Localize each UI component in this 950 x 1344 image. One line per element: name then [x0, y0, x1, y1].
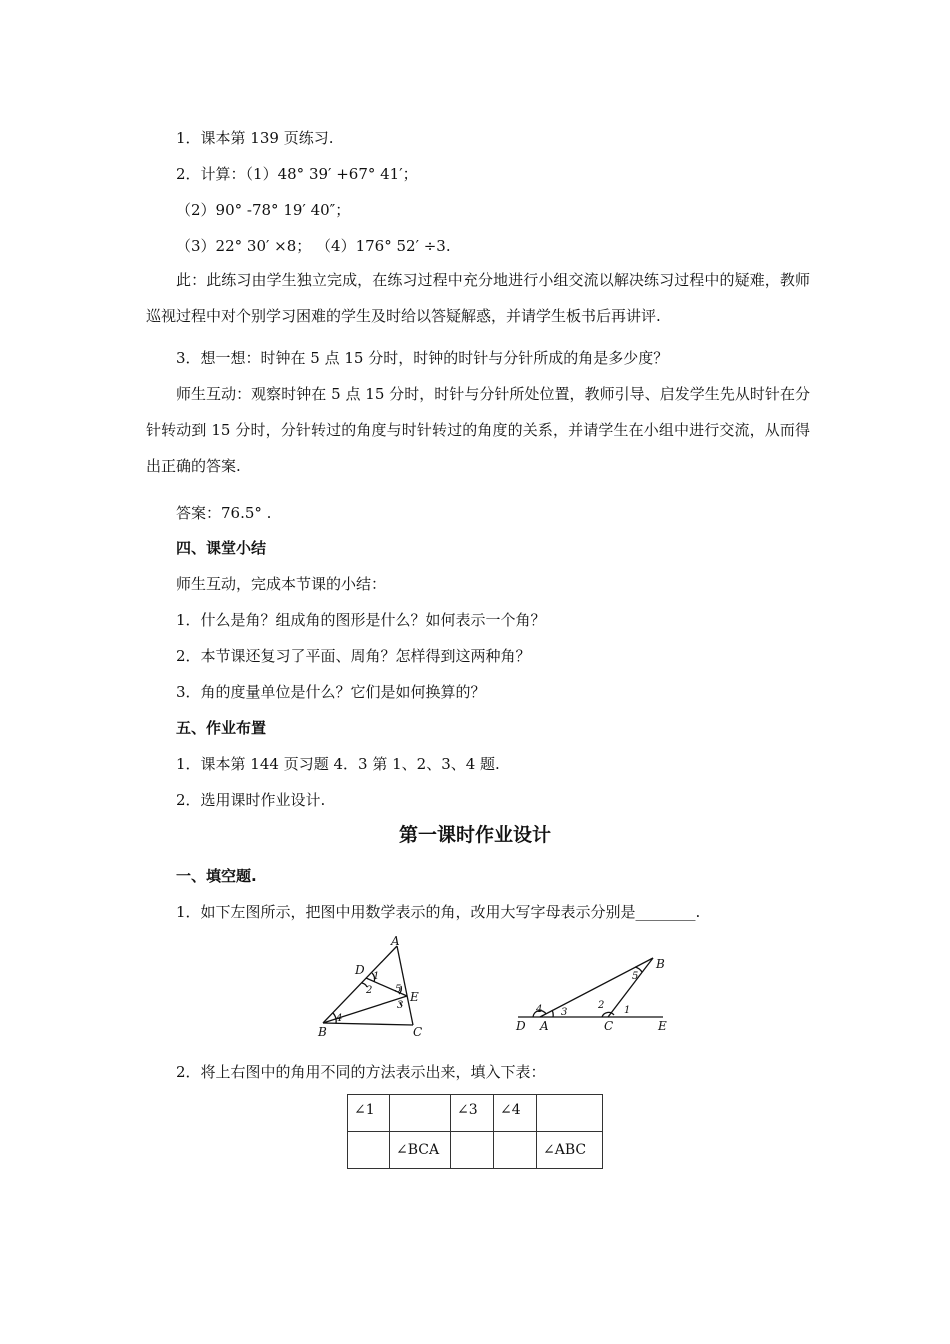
- label-2: 2: [598, 1000, 605, 1011]
- label-B: B: [656, 957, 665, 971]
- practice-item-2c: （3）22° 30′ ×8； （4）176° 52′ ÷3.: [176, 237, 451, 255]
- answer-line: 答案：76.5° .: [176, 504, 272, 522]
- label-3: 3: [561, 1007, 568, 1018]
- label-1: 1: [624, 1005, 631, 1016]
- label-C: C: [604, 1019, 614, 1033]
- table-cell: [348, 1132, 390, 1169]
- table-cell: [390, 1095, 451, 1132]
- label-D: D: [355, 963, 365, 977]
- fill-blank-question-1: 1．如下左图所示，把图中用数学表示的角，改用大写字母表示分别是________.: [176, 903, 701, 921]
- summary-question-1: 1．什么是角？组成角的图形是什么？如何表示一个角？: [176, 611, 546, 629]
- label-5: 5: [395, 984, 402, 995]
- interaction-paragraph: 师生互动：观察时钟在 5 点 15 分时，时针与分针所处位置，教师引导、启发学生先从时针在分针转动到 15 分时，分针转过的角度与时针转过的角度的关系，并请学生在小组中进行交流，从而得出正确的答案.: [146, 385, 810, 475]
- table-cell: ∠1: [348, 1095, 390, 1132]
- angle-table: [347, 1094, 603, 1169]
- table-row: [348, 1095, 603, 1132]
- summary-heading: 四、课堂小结: [176, 539, 267, 557]
- homework-item-2: 2．选用课时作业设计.: [176, 791, 326, 809]
- practice-item-3: 3．想一想：时钟在 5 点 15 分时，时钟的时针与分针所成的角是多少度？: [176, 349, 669, 367]
- design-title: 第一课时作业设计: [398, 824, 551, 846]
- label-4: 4: [336, 1013, 343, 1024]
- homework-item-1: 1．课本第 144 页习题 4．3 第 1、2、3、4 题.: [176, 755, 500, 773]
- label-1: 1: [373, 971, 380, 982]
- label-D: D: [516, 1019, 526, 1033]
- table-cell: [537, 1095, 603, 1132]
- label-C: C: [413, 1025, 423, 1037]
- table-cell: ∠ABC: [537, 1132, 603, 1169]
- fill-blank-question-2: 2．将上右图中的角用不同的方法表示出来，填入下表：: [176, 1063, 546, 1081]
- label-5: 5: [632, 971, 639, 982]
- label-E: E: [658, 1019, 667, 1033]
- table-cell: [451, 1132, 494, 1169]
- label-4: 4: [536, 1004, 543, 1015]
- left-triangle-figure: [310, 932, 460, 1037]
- summary-intro: 师生互动，完成本节课的小结：: [176, 575, 387, 593]
- right-triangle-figure: [508, 950, 678, 1035]
- table-cell: ∠BCA: [390, 1132, 451, 1169]
- practice-item-1: 1．课本第 139 页练习.: [176, 129, 334, 147]
- table-row: [348, 1132, 603, 1169]
- summary-question-3: 3．角的度量单位是什么？它们是如何换算的？: [176, 683, 486, 701]
- summary-question-2: 2．本节课还复习了平面、周角？怎样得到这两种角？: [176, 647, 531, 665]
- label-E: E: [410, 990, 419, 1004]
- practice-item-2: 2．计算：（1）48° 39′ +67° 41′；: [176, 165, 418, 183]
- homework-heading: 五、作业布置: [176, 719, 267, 737]
- label-2: 2: [366, 985, 373, 996]
- label-A: A: [391, 934, 400, 948]
- fill-blank-heading: 一、填空题.: [176, 867, 257, 885]
- table-cell: [494, 1132, 537, 1169]
- label-A: A: [540, 1019, 549, 1033]
- table-cell: ∠4: [494, 1095, 537, 1132]
- table-cell: ∠3: [451, 1095, 494, 1132]
- label-3: 3: [397, 1000, 404, 1011]
- practice-item-2b: （2）90° -78° 19′ 40″；: [176, 201, 351, 219]
- label-B: B: [318, 1025, 327, 1037]
- practice-note: 此：此练习由学生独立完成，在练习过程中充分地进行小组交流以解决练习过程中的疑难，教师巡视过程中对个别学习困难的学生及时给以答疑解惑，并请学生板书后再讲评.: [146, 271, 810, 325]
